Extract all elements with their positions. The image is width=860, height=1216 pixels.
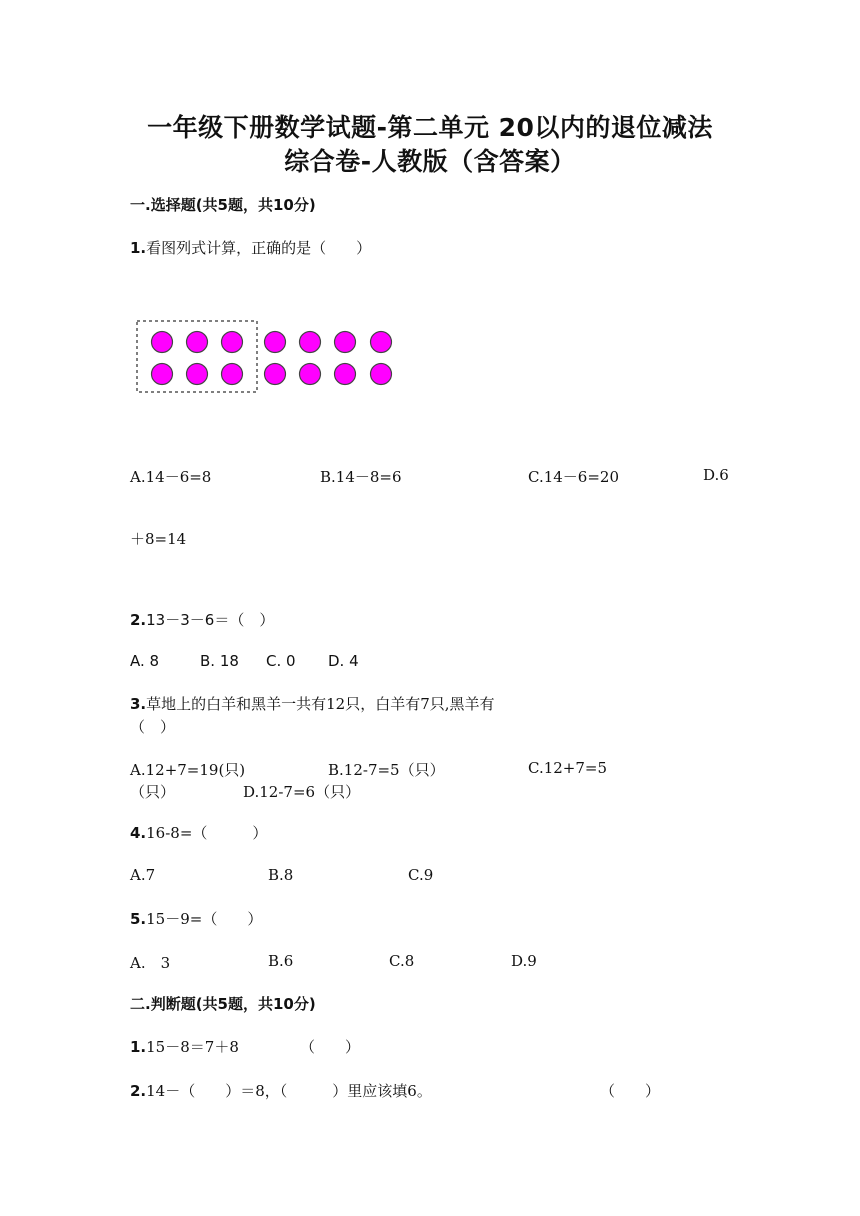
question-text: 草地上的白羊和黑羊一共有12只，白羊有7只,黑羊有 (146, 695, 495, 713)
page-title-line1: 一年级下册数学试题-第二单元 20以内的退位减法 (147, 113, 713, 142)
boxed-dot (152, 364, 173, 385)
dot (300, 332, 321, 353)
question-4 (130, 822, 267, 843)
q3-option-c[interactable]: C.12+7=5 (528, 759, 608, 777)
dot (265, 364, 286, 385)
question-number: 5. (130, 910, 147, 928)
boxed-dot (187, 364, 208, 385)
dot (335, 332, 356, 353)
question-number: 4. (130, 824, 147, 842)
q1-option-d[interactable]: D.6 (703, 466, 729, 484)
question-text: 13－3－6＝（ ） (146, 611, 275, 629)
q2-option-a[interactable]: A. 8 (130, 652, 160, 670)
dot (335, 364, 356, 385)
question-text: 14－（ ）＝8，（ ）里应该填6。 (146, 1082, 432, 1100)
q5-option-a[interactable]: A. 3 (130, 954, 171, 972)
dot (300, 364, 321, 385)
question-1 (130, 237, 371, 258)
page-title-line2: 综合卷-人教版（含答案） (284, 147, 576, 176)
question-text: 16-8=（ ） (146, 824, 268, 842)
judge-2-answer-blank[interactable]: （ ） (600, 1082, 661, 1100)
boxed-dot (152, 332, 173, 353)
q5-option-d[interactable]: D.9 (511, 952, 537, 970)
question-text: 15－8＝7＋8 (146, 1038, 239, 1056)
q4-option-c[interactable]: C.9 (408, 866, 434, 884)
q1-option-d-cont: ＋8=14 (130, 530, 187, 548)
q4-option-b[interactable]: B.8 (268, 866, 294, 884)
question-3 (130, 693, 495, 714)
q3-option-b[interactable]: B.12-7=5（只） (328, 761, 445, 779)
question-number: 1. (130, 1038, 147, 1056)
boxed-dot (187, 332, 208, 353)
q3-option-a[interactable]: A.12+7=19(只) (130, 761, 246, 779)
judge-question-1 (130, 1036, 239, 1057)
q4-option-a[interactable]: A.7 (130, 866, 156, 884)
question-3-cont: （ ） (130, 718, 176, 736)
q3-option-c-cont: （只） (130, 783, 176, 801)
q2-option-d[interactable]: D. 4 (328, 652, 359, 670)
dot (371, 364, 392, 385)
boxed-dot (222, 332, 243, 353)
section1-heading: 一.选择题(共5题，共10分) (130, 196, 316, 214)
judge-question-2 (130, 1080, 432, 1101)
q1-option-c[interactable]: C.14－6=20 (528, 468, 619, 486)
question-number: 2. (130, 1082, 147, 1100)
boxed-dot (222, 364, 243, 385)
question-number: 2. (130, 611, 147, 629)
q1-option-a[interactable]: A.14－6=8 (130, 468, 212, 486)
question-text: 看图列式计算，正确的是（ ） (146, 239, 372, 257)
q1-option-b[interactable]: B.14－8=6 (320, 468, 402, 486)
section2-heading: 二.判断题(共5题，共10分) (130, 995, 316, 1013)
q5-option-c[interactable]: C.8 (389, 952, 415, 970)
question-2 (130, 609, 274, 630)
q5-option-b[interactable]: B.6 (268, 952, 294, 970)
q2-option-c[interactable]: C. 0 (266, 652, 296, 670)
q2-option-b[interactable]: B. 18 (200, 652, 239, 670)
question-5 (130, 908, 262, 929)
question-number: 3. (130, 695, 147, 713)
question-number: 1. (130, 239, 147, 257)
dots-figure (134, 318, 404, 398)
q3-option-d[interactable]: D.12-7=6（只） (243, 783, 361, 801)
judge-1-answer-blank[interactable]: （ ） (300, 1038, 361, 1056)
question-text: 15－9=（ ） (146, 910, 263, 928)
dot (371, 332, 392, 353)
dot (265, 332, 286, 353)
